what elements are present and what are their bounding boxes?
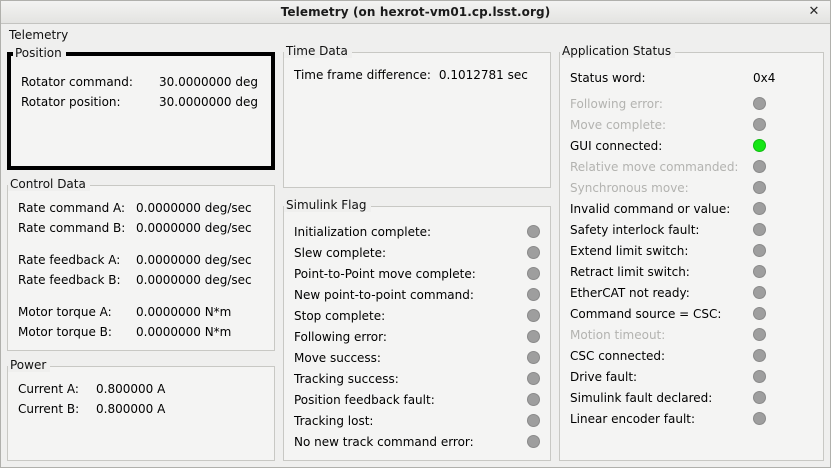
led-drive-fault: [753, 370, 766, 383]
led-gui-connected: [753, 139, 766, 152]
control-data-spacer-2: [18, 290, 264, 302]
application-status-group: [559, 44, 824, 461]
status-label-ethercat-not-ready: EtherCAT not ready:: [570, 285, 690, 300]
power-group: [7, 358, 275, 461]
led-retract-limit-switch: [753, 265, 766, 278]
led-command-source-csc: [753, 307, 766, 320]
rotator-command-label: Rotator command:: [21, 75, 133, 89]
status-row-retract-limit-switch: [570, 261, 813, 282]
led-linear-encoder-fault: [753, 412, 766, 425]
power-group-title: Power: [8, 358, 50, 372]
simulink-label-tracking-success: Tracking success:: [294, 371, 399, 386]
led-no-new-track-command-error: [527, 435, 540, 448]
simulink-row-stop-complete: [294, 305, 540, 326]
status-row-linear-encoder-fault: [570, 408, 813, 429]
led-extend-limit-switch: [753, 244, 766, 257]
right-column: [559, 43, 824, 461]
rate-command-a-label: Rate command A:: [18, 201, 126, 215]
time-data-group-body: [284, 53, 550, 136]
status-label-invalid-command-or-value: Invalid command or value:: [570, 201, 731, 216]
current-b-label: Current B:: [18, 402, 80, 416]
status-word-value: 0x4: [753, 71, 776, 85]
status-row-csc-connected: [570, 345, 813, 366]
led-tracking-lost: [527, 414, 540, 427]
simulink-flag-group: [283, 198, 551, 461]
status-word-row: [570, 67, 813, 89]
status-row-command-source-csc: [570, 303, 813, 324]
simulink-row-following-error: [294, 326, 540, 347]
rotator-position-label: Rotator position:: [21, 95, 121, 109]
led-relative-move-commanded: [753, 160, 766, 173]
control-data-group-body: [8, 186, 274, 350]
status-row-following-error: [570, 93, 813, 114]
status-label-move-complete: Move complete:: [570, 117, 667, 132]
rate-feedback-a-label: Rate feedback A:: [18, 253, 121, 267]
led-csc-connected: [753, 349, 766, 362]
application-status-group-title: Application Status: [560, 44, 675, 58]
simulink-label-new-point-to-point-command: New point-to-point command:: [294, 287, 474, 302]
motor-torque-b-value: 0.0000000 N*m: [136, 325, 232, 339]
status-row-ethercat-not-ready: [570, 282, 813, 303]
simulink-flag-group-body: [284, 207, 550, 460]
simulink-row-move-success: [294, 347, 540, 368]
rate-feedback-a-value: 0.0000000 deg/sec: [136, 253, 252, 267]
led-point-to-point-move-complete: [527, 267, 540, 280]
current-a-row: [18, 379, 264, 399]
current-a-value: 0.800000 A: [96, 382, 166, 396]
left-column: [7, 43, 275, 461]
status-label-following-error: Following error:: [570, 96, 663, 111]
rate-feedback-b-value: 0.0000000 deg/sec: [136, 273, 252, 287]
simulink-label-position-feedback-fault: Position feedback fault:: [294, 392, 435, 407]
rotator-position-value: 30.0000000 deg: [159, 95, 258, 109]
simulink-flag-group-title: Simulink Flag: [284, 198, 371, 212]
rate-feedback-a-row: [18, 250, 264, 270]
simulink-label-stop-complete: Stop complete:: [294, 308, 386, 323]
status-row-move-complete: [570, 114, 813, 135]
position-group-title: Position: [13, 46, 66, 60]
led-simulink-following-error: [527, 330, 540, 343]
simulink-row-new-point-to-point-command: [294, 284, 540, 305]
close-icon[interactable]: ✕: [808, 3, 820, 19]
simulink-row-no-new-track-command-error: [294, 431, 540, 452]
title-bar: [1, 1, 830, 24]
simulink-label-tracking-lost: Tracking lost:: [294, 413, 374, 428]
status-row-synchronous-move: [570, 177, 813, 198]
status-label-command-source-csc: Command source = CSC:: [570, 306, 722, 321]
status-row-extend-limit-switch: [570, 240, 813, 261]
led-safety-interlock-fault: [753, 223, 766, 236]
rate-command-b-value: 0.0000000 deg/sec: [136, 221, 252, 235]
motor-torque-b-label: Motor torque B:: [18, 325, 112, 339]
time-data-group: [283, 44, 551, 188]
position-row-position: [21, 92, 261, 112]
application-status-group-body: [560, 53, 823, 437]
position-group: [7, 46, 275, 170]
position-group-body: [11, 56, 271, 120]
tab-telemetry[interactable]: Telemetry: [9, 28, 69, 42]
led-ethercat-not-ready: [753, 286, 766, 299]
status-label-linear-encoder-fault: Linear encoder fault:: [570, 411, 696, 426]
status-row-drive-fault: [570, 366, 813, 387]
led-motion-timeout: [753, 328, 766, 341]
motor-torque-b-row: [18, 322, 264, 342]
simulink-label-slew-complete: Slew complete:: [294, 245, 387, 260]
time-frame-difference-label: Time frame difference:: [294, 68, 431, 82]
window-title: Telemetry (on hexrot-vm01.cp.lsst.org): [280, 5, 551, 19]
status-label-simulink-fault-declared: Simulink fault declared:: [570, 390, 713, 405]
led-position-feedback-fault: [527, 393, 540, 406]
status-row-simulink-fault-declared: [570, 387, 813, 408]
status-label-extend-limit-switch: Extend limit switch:: [570, 243, 689, 258]
simulink-label-point-to-point-move-complete: Point-to-Point move complete:: [294, 266, 476, 281]
content-area: [1, 43, 830, 467]
status-label-relative-move-commanded: Relative move commanded:: [570, 159, 739, 174]
rate-feedback-b-label: Rate feedback B:: [18, 273, 121, 287]
simulink-row-point-to-point-move-complete: [294, 263, 540, 284]
current-b-value: 0.800000 A: [96, 402, 166, 416]
position-row-command: [21, 72, 261, 92]
rate-command-b-label: Rate command B:: [18, 221, 126, 235]
current-a-label: Current A:: [18, 382, 79, 396]
status-row-invalid-command-or-value: [570, 198, 813, 219]
simulink-label-following-error: Following error:: [294, 329, 387, 344]
rate-feedback-b-row: [18, 270, 264, 290]
led-slew-complete: [527, 246, 540, 259]
led-simulink-fault-declared: [753, 391, 766, 404]
led-stop-complete: [527, 309, 540, 322]
status-label-csc-connected: CSC connected:: [570, 348, 666, 363]
led-following-error: [753, 97, 766, 110]
status-label-motion-timeout: Motion timeout:: [570, 327, 666, 342]
status-label-retract-limit-switch: Retract limit switch:: [570, 264, 690, 279]
motor-torque-a-value: 0.0000000 N*m: [136, 305, 232, 319]
simulink-label-move-success: Move success:: [294, 350, 381, 365]
middle-column: [283, 43, 551, 461]
rate-command-b-row: [18, 218, 264, 238]
current-b-row: [18, 399, 264, 419]
status-label-safety-interlock-fault: Safety interlock fault:: [570, 222, 700, 237]
led-new-point-to-point-command: [527, 288, 540, 301]
led-move-complete: [753, 118, 766, 131]
motor-torque-a-label: Motor torque A:: [18, 305, 112, 319]
led-move-success: [527, 351, 540, 364]
simulink-label-no-new-track-command-error: No new track command error:: [294, 434, 474, 449]
status-row-gui-connected: [570, 135, 813, 156]
led-invalid-command-or-value: [753, 202, 766, 215]
simulink-row-initialization-complete: [294, 221, 540, 242]
motor-torque-a-row: [18, 302, 264, 322]
time-frame-difference-value: 0.1012781 sec: [438, 68, 528, 82]
time-data-group-title: Time Data: [284, 44, 352, 58]
power-group-body: [8, 367, 274, 427]
simulink-row-position-feedback-fault: [294, 389, 540, 410]
rate-command-a-value: 0.0000000 deg/sec: [136, 201, 252, 215]
led-initialization-complete: [527, 225, 540, 238]
status-row-safety-interlock-fault: [570, 219, 813, 240]
led-tracking-success: [527, 372, 540, 385]
time-frame-difference-row: [294, 65, 540, 85]
control-data-group: [7, 177, 275, 351]
status-label-gui-connected: GUI connected:: [570, 138, 663, 153]
control-data-spacer-1: [18, 238, 264, 250]
rotator-command-value: 30.0000000 deg: [159, 75, 258, 89]
status-row-motion-timeout: [570, 324, 813, 345]
control-data-group-title: Control Data: [8, 177, 90, 191]
rate-command-a-row: [18, 198, 264, 218]
simulink-row-slew-complete: [294, 242, 540, 263]
status-row-relative-move-commanded: [570, 156, 813, 177]
led-synchronous-move: [753, 181, 766, 194]
simulink-row-tracking-success: [294, 368, 540, 389]
status-label-synchronous-move: Synchronous move:: [570, 180, 689, 195]
status-word-label: Status word:: [570, 71, 646, 85]
status-label-drive-fault: Drive fault:: [570, 369, 638, 384]
tab-strip: [1, 24, 830, 44]
simulink-row-tracking-lost: [294, 410, 540, 431]
simulink-label-initialization-complete: Initialization complete:: [294, 224, 432, 239]
